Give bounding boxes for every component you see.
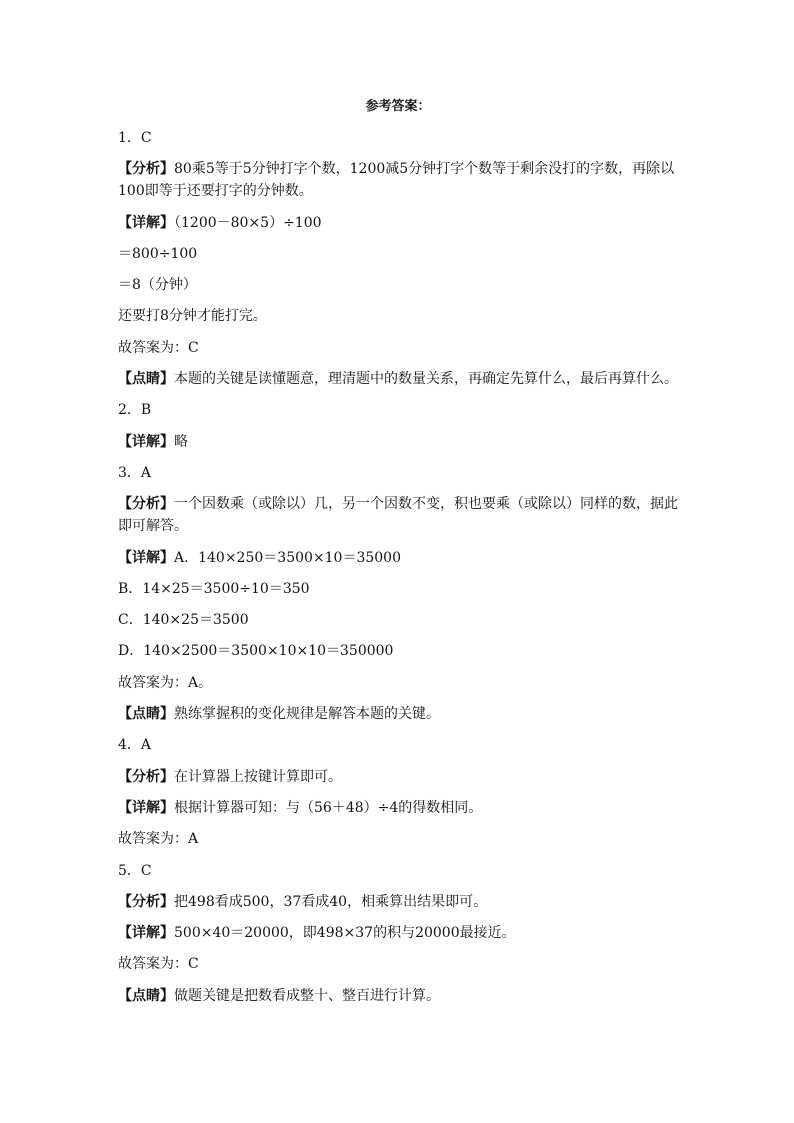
line-text: C．140×25＝3500 [118, 612, 249, 629]
line-text: 熟练掌握积的变化规律是解答本题的关键。 [174, 706, 440, 723]
answer-page [118, 96, 678, 1016]
answer-line [118, 158, 678, 202]
answer-line [118, 243, 678, 265]
section-tag: 【点睛】 [118, 987, 174, 1004]
line-text: 略 [174, 433, 188, 450]
line-text: 故答案为：A [118, 831, 199, 848]
answer-line [118, 985, 678, 1007]
section-tag: 【详解】 [118, 549, 174, 566]
line-text: 故答案为：C [118, 956, 199, 973]
line-text: 还要打8分钟才能打完。 [118, 308, 267, 325]
answer-lines [118, 127, 678, 1007]
line-text: 500×40＝20000，即498×37的积与20000最接近。 [174, 925, 516, 942]
line-text: D．140×2500＝3500×10×10＝350000 [118, 643, 394, 660]
answer-line [118, 734, 678, 756]
answer-line [118, 703, 678, 725]
line-text: 做题关键是把数看成整十、整百进行计算。 [174, 987, 440, 1004]
answer-line [118, 274, 678, 296]
line-text: 故答案为：A。 [118, 674, 213, 691]
answer-line [118, 672, 678, 694]
line-text: A．140×250＝3500×10＝35000 [174, 549, 401, 566]
section-tag: 【分析】 [118, 893, 174, 910]
answer-line [118, 922, 678, 944]
answer-line [118, 766, 678, 788]
answer-line [118, 578, 678, 600]
line-text: 故答案为：C [118, 339, 199, 356]
line-text: 本题的关键是读懂题意，理清题中的数量关系，再确定先算什么，最后再算什么。 [174, 371, 678, 388]
answer-line [118, 891, 678, 913]
line-text: ＝800÷100 [118, 245, 198, 262]
answer-line [118, 431, 678, 453]
answer-line [118, 305, 678, 327]
answer-line [118, 399, 678, 421]
section-tag: 【点睛】 [118, 371, 174, 388]
line-text: 1．C [118, 130, 152, 146]
line-text: 根据计算器可知：与（56＋48）÷4的得数相同。 [174, 799, 483, 816]
section-tag: 【分析】 [118, 768, 174, 785]
answer-line [118, 462, 678, 484]
answer-line [118, 953, 678, 975]
answer-line [118, 127, 678, 149]
answer-line [118, 860, 678, 882]
answer-line [118, 640, 678, 662]
line-text: 3．A [118, 464, 152, 481]
answer-line [118, 547, 678, 569]
line-text: 80乘5等于5分钟打字个数，1200减5分钟打字个数等于剩余没打的字数，再除以100即等于还要打字的分钟数。 [118, 161, 675, 200]
section-tag: 【详解】 [118, 799, 174, 816]
line-text: B．14×25＝3500÷10＝350 [118, 580, 310, 597]
line-text: 在计算器上按键计算即可。 [174, 768, 342, 785]
section-tag: 【分析】 [118, 496, 174, 513]
section-tag: 【详解】 [118, 214, 174, 231]
line-text: 把498看成500，37看成40，相乘算出结果即可。 [174, 893, 488, 910]
answer-line [118, 609, 678, 631]
line-text: 2．B [118, 402, 152, 419]
answer-line [118, 212, 678, 234]
answer-line [118, 493, 678, 537]
line-text: 5．C [118, 862, 152, 879]
line-text: 4．A [118, 737, 152, 754]
line-text: （1200－80×5）÷100 [174, 214, 322, 231]
answer-line [118, 828, 678, 850]
line-text: ＝8（分钟） [118, 277, 197, 294]
line-text: 一个因数乘（或除以）几，另一个因数不变，积也要乘（或除以）同样的数，据此即可解答。 [118, 496, 678, 535]
page-title: 参考答案： [365, 99, 431, 114]
answer-line [118, 337, 678, 359]
section-tag: 【详解】 [118, 925, 174, 942]
answer-line [118, 368, 678, 390]
section-tag: 【详解】 [118, 433, 174, 450]
section-tag: 【点睛】 [118, 706, 174, 723]
section-tag: 【分析】 [118, 161, 174, 178]
answer-line [118, 797, 678, 819]
